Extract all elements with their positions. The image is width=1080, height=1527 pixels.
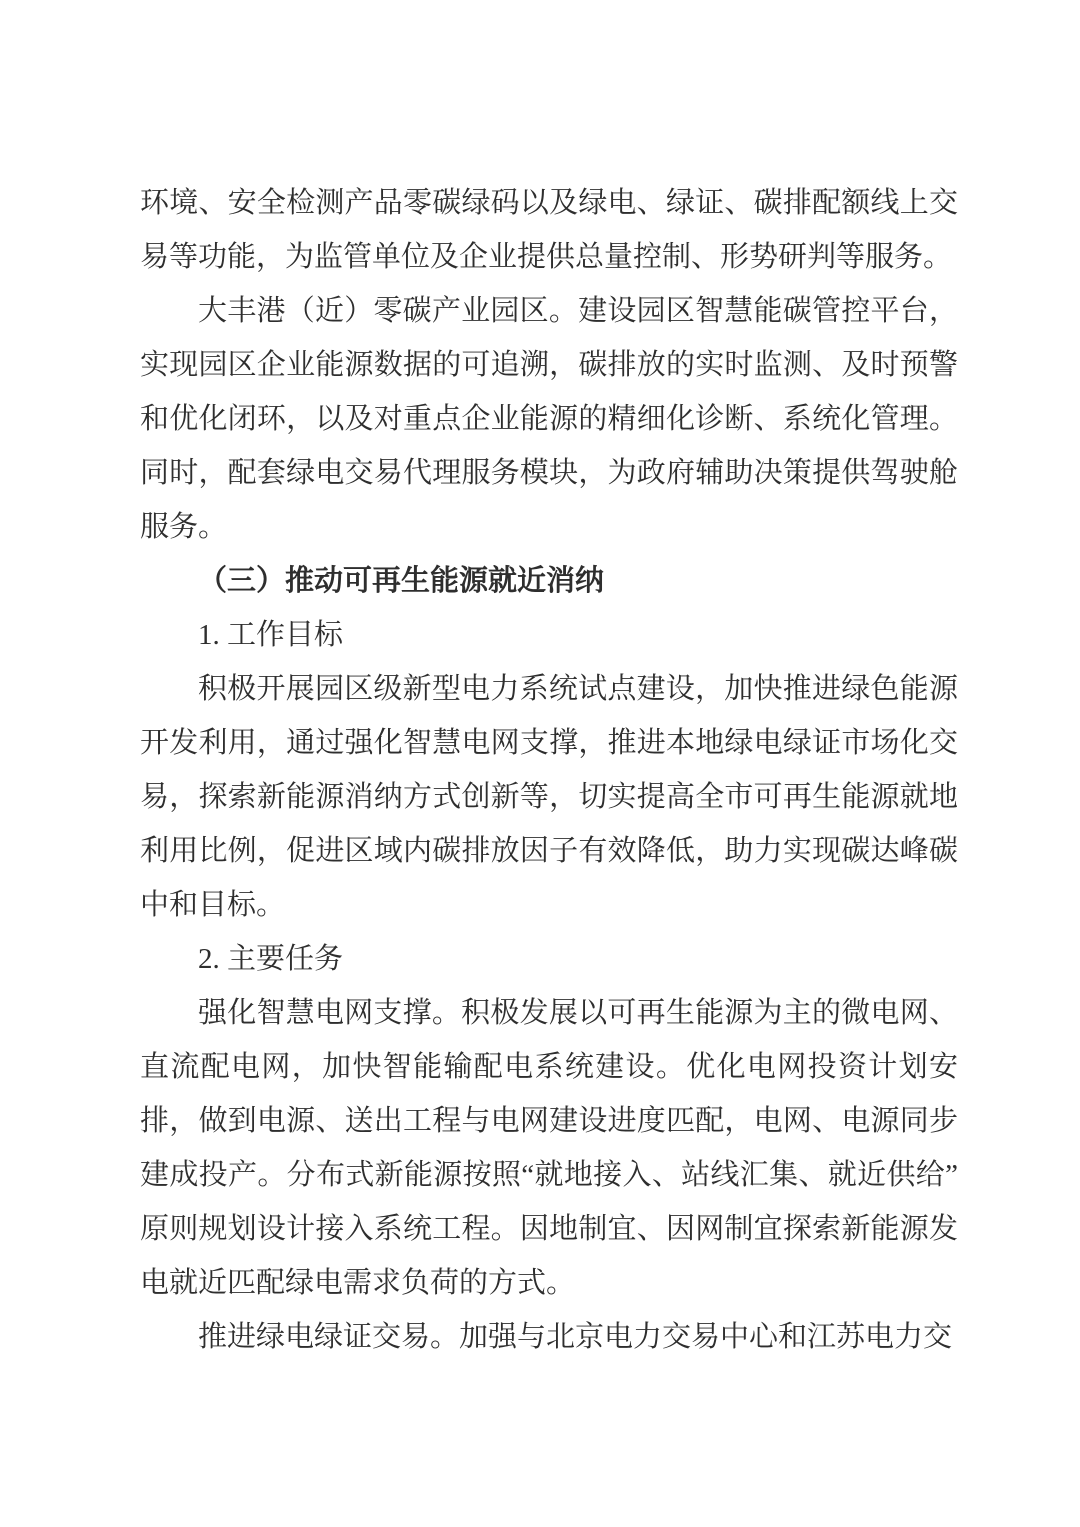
para-continuation-top: 环境、安全检测产品零碳绿码以及绿电、绿证、碳排配额线上交易等功能，为监管单位及企业提供总量控制、形势研判等服务。: [140, 187, 958, 273]
heading-section-3: （三）推动可再生能源就近消纳: [198, 565, 605, 597]
subheading-1-work-goals: 1. 工作目标: [198, 619, 344, 651]
para-work-goals: 积极开展园区级新型电力系统试点建设，加快推进绿色能源开发利用，通过强化智慧电网支撑，推进本地绿电绿证市场化交易，探索新能源消纳方式创新等，切实提高全市可再生能源就地利用比例，促进区域内碳排放因子有效降低，助力实现碳达峰碳中和目标。: [140, 673, 958, 921]
subheading-2-main-tasks: 2. 主要任务: [198, 943, 344, 975]
para-smart-grid-support: 强化智慧电网支撑。积极发展以可再生能源为主的微电网、直流配电网，加快智能输配电系统建设。优化电网投资计划安排，做到电源、送出工程与电网建设进度匹配，电网、电源同步建成投产。分布式新能源按照“就地接入、站线汇集、就近供给”原则规划设计接入系统工程。因地制宜、因网制宜探索新能源发电就近匹配绿电需求负荷的方式。: [140, 997, 958, 1299]
document-body: [140, 176, 958, 1364]
para-green-power-certificate-trading: 推进绿电绿证交易。加强与北京电力交易中心和江苏电力交: [198, 1321, 953, 1353]
para-dafeng-port-zero-carbon-park: 大丰港（近）零碳产业园区。建设园区智慧能碳管控平台，实现园区企业能源数据的可追溯，碳排放的实时监测、及时预警和优化闭环，以及对重点企业能源的精细化诊断、系统化管理。同时，配套绿电交易代理服务模块，为政府辅助决策提供驾驶舱服务。: [140, 295, 958, 543]
